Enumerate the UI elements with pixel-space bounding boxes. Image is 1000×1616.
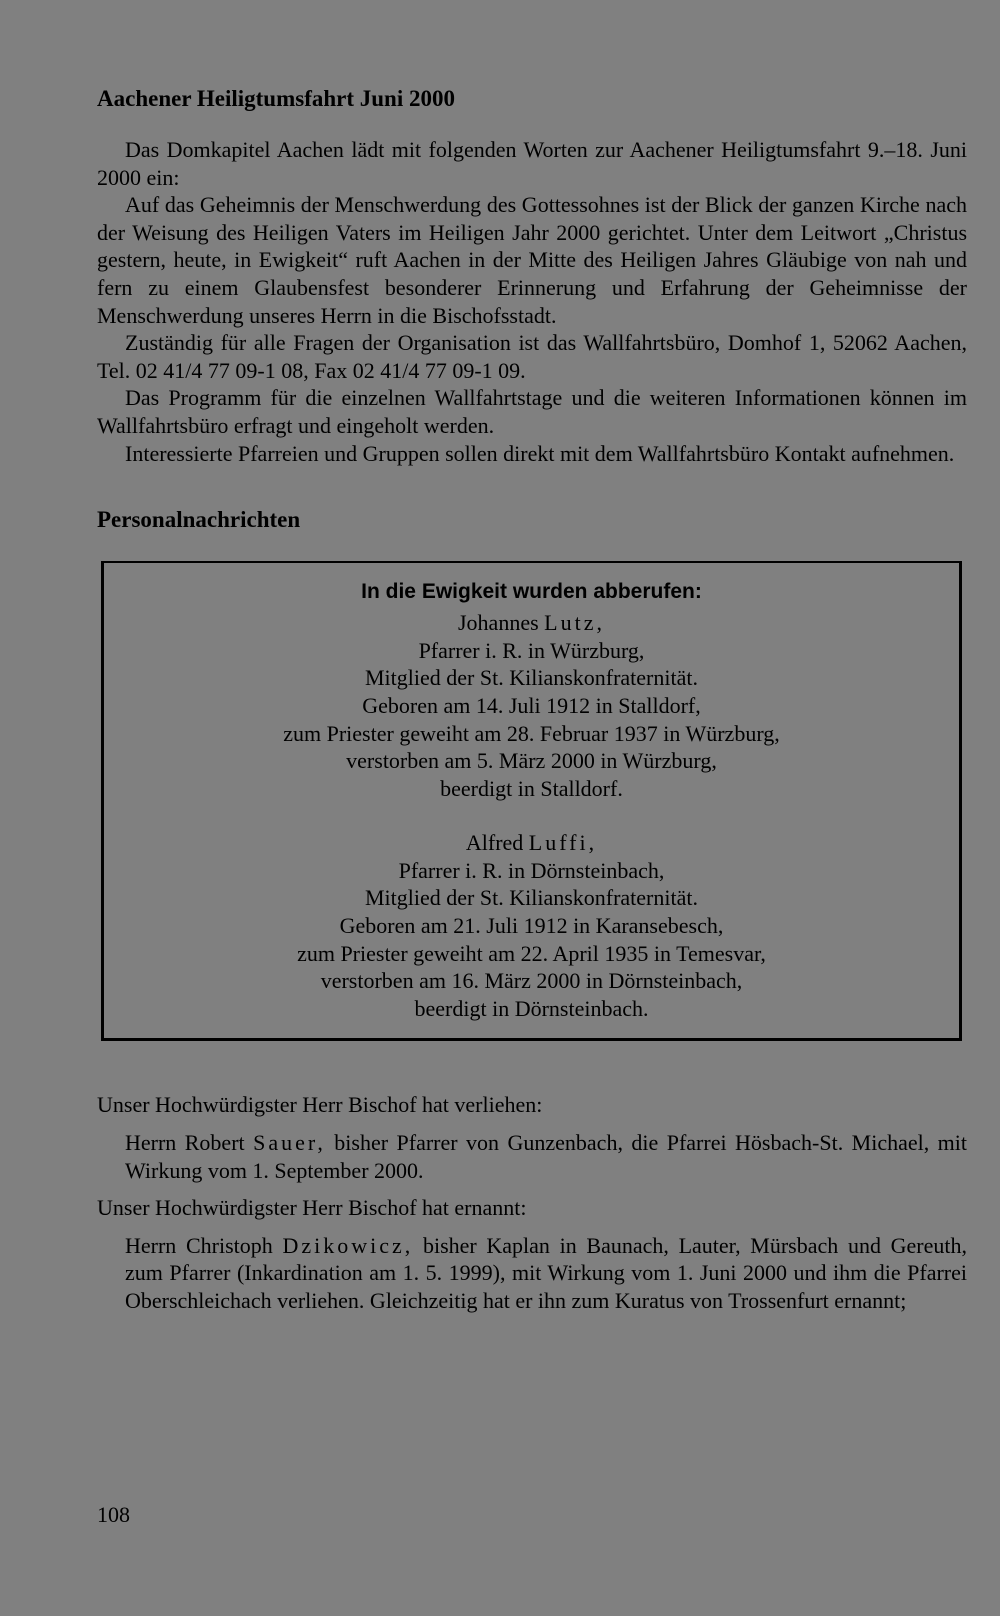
obituary-line: zum Priester geweiht am 22. April 1935 in Temesvar, (297, 940, 766, 966)
obituary-line: verstorben am 5. März 2000 in Würzburg, (346, 748, 717, 774)
paragraph: Auf das Geheimnis der Menschwerdung des Gottessohnes ist der Blick der ganzen Kirche nach der Weisung des Heiligen Vaters im Heiligen Jahr 2000 gerichtet. Unter dem Leitwort „Christus gestern, heute, in Ewigkeit“ ruft Aachen in der Mitte des Heiligen Jahres Gläubige von nah und fern zu einem Glaubensfest besonderer Erinnerung und Erfahrung der Geheimnisse der Menschwerdung unseres Herrn in die Bischofsstadt. (97, 192, 967, 328)
first-name: Alfred (465, 830, 524, 856)
appointments (97, 1091, 967, 1314)
paragraph: Das Programm für die einzelnen Wallfahrtstage und die weiteren Informationen können im Wallfahrtsbüro erfragt und eingeholt werden. (97, 385, 967, 438)
obituary-line: verstorben am 16. März 2000 in Dörnsteinbach, (320, 968, 743, 994)
frame-title: In die Ewigkeit wurden abberufen: (361, 580, 702, 604)
paragraph: Interessierte Pfarreien und Gruppen sollen direkt mit dem Wallfahrtsbüro Kontakt aufnehmen. (125, 440, 955, 466)
obituary-entry (114, 829, 949, 1022)
obituary-name (114, 829, 949, 857)
obituary-frame (101, 561, 962, 1041)
obituary-line: Pfarrer i. R. in Dörnsteinbach, (398, 857, 665, 883)
obituary-line: Geboren am 21. Juli 1912 in Karansebesch, (339, 913, 724, 939)
obituary-line: Mitglied der St. Kilianskonfraternität. (365, 885, 698, 911)
section-body (97, 136, 967, 467)
appointment-lead: Unser Hochwürdigster Herr Bischof hat ernannt: (97, 1195, 527, 1221)
obituary-line: Mitglied der St. Kilianskonfraternität. (365, 665, 698, 691)
obituary-line: Pfarrer i. R. in Würzburg, (418, 637, 645, 663)
page-number: 108 (97, 1502, 130, 1527)
paragraph: Zuständig für alle Fragen der Organisation ist das Wallfahrtsbüro, Domhof 1, 52062 Aachen, Tel. 02 41/4 77 09-1 08, Fax 02 41/4 77 09-1 09. (97, 330, 967, 383)
document-page (97, 84, 967, 1325)
entry-prefix: Herrn Christoph (125, 1232, 273, 1258)
obituary-entry (114, 609, 949, 802)
obituary-line: beerdigt in Dörnsteinbach. (414, 995, 649, 1021)
first-name: Johannes (458, 610, 539, 636)
entry-name: Sauer, (253, 1130, 326, 1156)
obituary-line: zum Priester geweiht am 28. Februar 1937 in Würzburg, (283, 720, 780, 746)
entry-text: bisher Kaplan in Baunach, Lauter, Mürsbach und Gereuth, zum Pfarrer (Inkardination am 1. 5. 1999), mit Wirkung vom 1. Juni 2000 und ihm die Pfarrei Oberschleichach verliehen. Gleichzeitig hat er ihn zum Kuratus von Trossenfurt ernannt; (125, 1232, 967, 1313)
paragraph: Das Domkapitel Aachen lädt mit folgenden Worten zur Aachener Heiligtumsfahrt 9.–18. Juni 2000 ein: (97, 137, 967, 190)
obituary-line: beerdigt in Stalldorf. (440, 775, 623, 801)
entry-prefix: Herrn Robert (125, 1130, 245, 1156)
entry-text: bisher Pfarrer von Gunzenbach, die Pfarrei Hösbach-St. Michael, mit Wirkung vom 1. September 2000. (125, 1130, 968, 1183)
last-name: Luffi, (528, 830, 598, 856)
entry-name: Dzikowicz, (282, 1232, 414, 1258)
last-name: Lutz, (544, 610, 605, 636)
section-title: Personalnachrichten (97, 507, 301, 533)
obituary-name (114, 609, 949, 637)
appointment-lead: Unser Hochwürdigster Herr Bischof hat verliehen: (97, 1092, 543, 1118)
appointment-entry (125, 1129, 967, 1184)
section-title: Aachener Heiligtumsfahrt Juni 2000 (97, 86, 455, 111)
appointment-entry (125, 1232, 967, 1315)
obituary-line: Geboren am 14. Juli 1912 in Stalldorf, (362, 692, 701, 718)
section-heiligtumsfahrt (97, 84, 967, 467)
section-personalnachrichten (97, 505, 967, 1314)
